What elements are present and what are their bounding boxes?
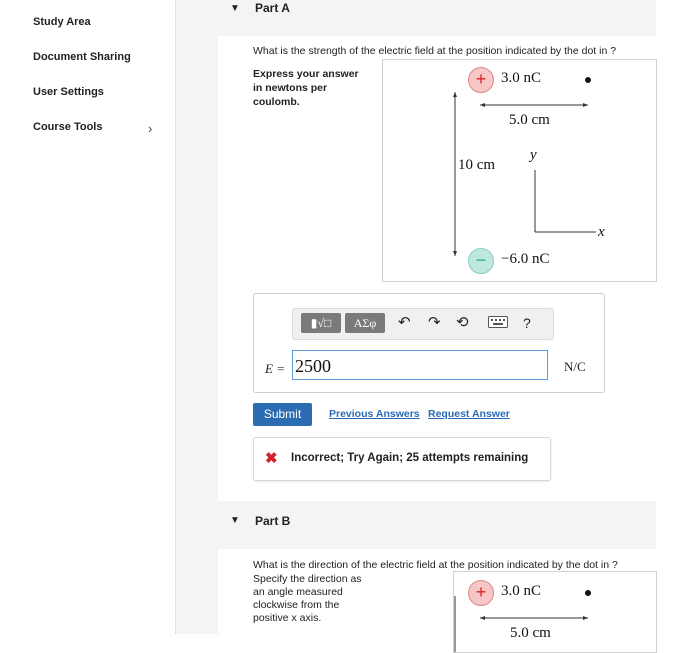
part-b-header[interactable] bbox=[218, 501, 656, 549]
template-button[interactable]: ▮√□ bbox=[301, 313, 341, 333]
keyboard-icon[interactable] bbox=[488, 315, 508, 334]
sidebar-item-document-sharing[interactable]: Document Sharing bbox=[33, 51, 131, 63]
sidebar-item-course-tools[interactable]: Course Tools bbox=[33, 121, 103, 133]
figure-lines bbox=[383, 60, 656, 281]
part-a-question: What is the strength of the electric field at the position indicated by the dot in ? bbox=[253, 45, 617, 57]
variable-label: E = bbox=[265, 361, 285, 376]
answer-box bbox=[253, 293, 605, 393]
sidebar bbox=[0, 0, 176, 634]
greek-symbols-button[interactable]: ΑΣφ bbox=[345, 313, 385, 333]
top-charge-label: 3.0 nC bbox=[501, 70, 542, 86]
horizontal-distance-label: 5.0 cm bbox=[509, 112, 550, 128]
part-b-question: What is the direction of the electric field at the position indicated by the dot in ? bbox=[253, 559, 618, 571]
part-b-instruction bbox=[253, 573, 362, 625]
previous-answers-link[interactable]: Previous Answers bbox=[329, 408, 420, 420]
part-a-title: Part A bbox=[255, 1, 290, 15]
top-charge-label: 3.0 nC bbox=[501, 583, 542, 599]
submit-button[interactable]: Submit bbox=[253, 403, 312, 426]
sidebar-item-user-settings[interactable]: User Settings bbox=[33, 86, 104, 98]
caret-down-icon[interactable]: ▼ bbox=[230, 515, 240, 526]
math-toolbar bbox=[292, 308, 554, 340]
part-b-title: Part B bbox=[255, 514, 291, 528]
part-a-instruction bbox=[253, 67, 359, 109]
chevron-right-icon[interactable]: › bbox=[148, 121, 153, 136]
redo-icon[interactable]: ↷ bbox=[428, 314, 441, 331]
feedback-message bbox=[253, 437, 551, 481]
y-axis-label: y bbox=[530, 147, 537, 163]
positive-charge-icon: + bbox=[468, 67, 494, 93]
content-gutter bbox=[176, 0, 218, 634]
instruction-line: in newtons per bbox=[253, 82, 328, 94]
vertical-distance-label: 10 cm bbox=[458, 157, 496, 173]
unit-label: N/C bbox=[564, 359, 586, 374]
instruction-line: an angle measured bbox=[253, 586, 343, 598]
instruction-line: Express your answer bbox=[253, 68, 359, 80]
caret-down-icon[interactable]: ▼ bbox=[230, 3, 240, 14]
answer-input[interactable]: 2500 bbox=[292, 350, 548, 380]
negative-charge-icon: − bbox=[468, 248, 494, 274]
undo-icon[interactable]: ↶ bbox=[398, 314, 411, 331]
instruction-line: Specify the direction as bbox=[253, 573, 362, 585]
horizontal-distance-label: 5.0 cm bbox=[510, 625, 551, 641]
sidebar-item-study-area[interactable]: Study Area bbox=[33, 16, 91, 28]
x-axis-label: x bbox=[598, 224, 605, 240]
part-a-header[interactable] bbox=[218, 0, 656, 36]
instruction-line: clockwise from the bbox=[253, 599, 340, 611]
reset-icon[interactable]: ⟲ bbox=[456, 314, 469, 331]
positive-charge-icon: + bbox=[468, 580, 494, 606]
help-button[interactable]: ? bbox=[523, 315, 531, 331]
error-x-icon: ✖ bbox=[265, 450, 278, 467]
bottom-charge-label: −6.0 nC bbox=[501, 251, 550, 267]
instruction-line: positive x axis. bbox=[253, 612, 322, 624]
part-a-figure bbox=[382, 59, 657, 282]
part-b-figure bbox=[453, 571, 657, 653]
feedback-text: Incorrect; Try Again; 25 attempts remaining bbox=[291, 452, 529, 464]
figure-lines bbox=[454, 572, 656, 652]
instruction-line: coulomb. bbox=[253, 96, 300, 108]
request-answer-link[interactable]: Request Answer bbox=[428, 408, 510, 420]
